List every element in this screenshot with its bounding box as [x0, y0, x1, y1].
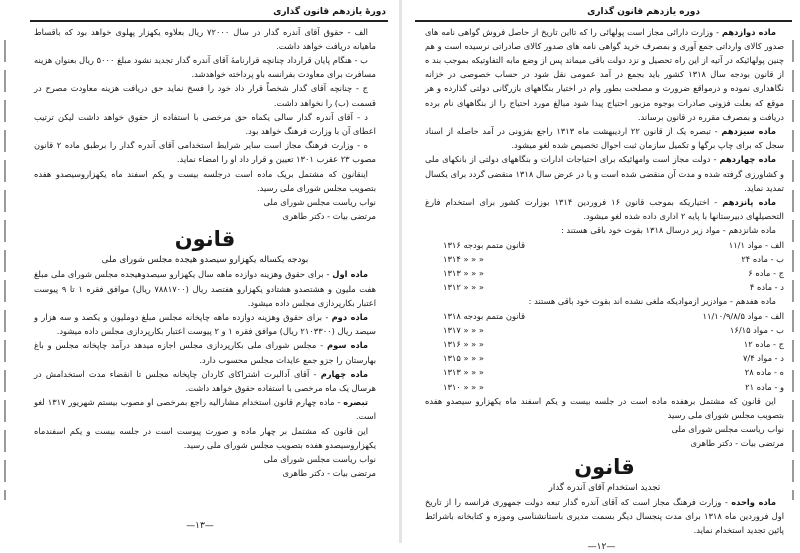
clause-b: ب - هنگام پایان قرارداد چنانچه قرارنامهٔ آقای آندره گدار تجدید نشود مبلغ ۵۰۰۰ ریال بعنوان هزینه مسافرت برای معاودت بفرانسه باو پرداخته خواهدشد. — [34, 54, 376, 80]
table-law: « « « ۱۳۱۲ — [443, 282, 484, 293]
signature-block — [495, 422, 784, 450]
note-label: تبصره — [343, 397, 368, 408]
signature-title: نواب ریاست مجلس شورای ملی — [671, 424, 784, 435]
table-law: « « « ۱۳۱۵ — [443, 353, 484, 364]
note — [34, 395, 376, 423]
article-label: ماده دوم — [331, 311, 369, 322]
law-subtitle: تجدید استخدام آقای آندره گدار — [548, 482, 661, 493]
article-text: - دولت مجاز است وامهائیکه برای احتیاجات ادارات و بنگاههای دولتی از بانکهای ملی و کشاورزی گرفته شده و مدت آن منقضی شده است و یا در عرض سال ۱۳۱۸ منقضی گردد برای یکسال تمدید نماید. — [425, 154, 784, 193]
page-number: —۱۲— — [587, 542, 616, 553]
article-1 — [34, 267, 376, 310]
signature-names: مرتضی بیات - دکتر طاهری — [282, 468, 376, 479]
table-item: ب - ماده ۲۴ — [741, 253, 784, 264]
article-13 — [425, 124, 784, 152]
article-text: - مجلس شورای ملی بکارپردازی مجلس اجازه میدهد درآمد چاپخانه مجلس و باغ بهارستان را جزو جمع عایدات مجلس محسوب دارد. — [34, 340, 376, 365]
article-label: ماده چهاردهم — [719, 154, 776, 165]
table-item: ج - ماده ۱۲ — [743, 338, 784, 349]
header-rule — [415, 20, 792, 22]
article-17-table — [425, 309, 784, 394]
page-13 — [0, 0, 400, 543]
closing-statement: اینقانون که مشتمل بریک ماده است درجلسه بیست و یکم اسفند ماه یکهزاروسیصدو هفده بتصویب مجلس شورای ملی رسید. — [34, 168, 376, 193]
article-14 — [425, 152, 784, 195]
table-law: « « « ۱۳۱۷ — [443, 324, 484, 335]
clause-c: ج - چنانچه آقای گدار شخصاً قرار داد خود را فسخ نماید حق دریافت هزینه معاودت مصرح در قسمت (ب) را نخواهد داشت. — [34, 83, 376, 108]
article-label: ماده سوم — [327, 340, 368, 351]
article-text: - تبصره یک از قانون ۲۲ اردیبهشت ماه ۱۳۱۳ راجع بفزونی در آمد حاصله از اسناد سجل که برای چاپ برگها و تکمیل سازمان ثبت احوال تخصیص شده لغو میشود. — [425, 125, 784, 151]
table-item: ه - ماده ۲۸ — [744, 367, 784, 378]
page-12 — [403, 0, 800, 553]
running-head: دورهٔ یازدهم قانون گذاری — [273, 7, 386, 17]
article-label: ماده سیزدهم — [721, 125, 776, 136]
article-12 — [425, 25, 784, 124]
article-text: - اختیاریکه بموجب قانون ۱۶ فروردین ۱۳۱۴ بوزارت کشور برای استخدام فارغ التحصیلهای دبیرستانها با پایه ۲ اداری داده شده لغو میشود. — [425, 196, 784, 222]
page-body — [34, 25, 376, 481]
signature-block — [104, 452, 376, 480]
article-16-table — [425, 238, 784, 295]
law-title: قانون — [174, 227, 236, 252]
article-label: ماده دوازدهم — [721, 26, 776, 37]
table-law: قانون متمم بودجه ۱۳۱۸ — [443, 310, 526, 321]
article-label: ماده واحده — [731, 496, 776, 507]
table-item: ب - مواد ۱۶/۱۵ — [729, 324, 784, 335]
clause-a: الف - حقوق آقای آندره گدار در سال ۷۲۰۰۰ ریال بعلاوه یکهزار پهلوی خواهد بود که باقساط ماهیانه دریافت خواهد داشت. — [34, 26, 376, 51]
article-16: ماده شانزدهم - مواد زیر درسال ۱۳۱۸ بقوت خود باقی هستند : — [560, 225, 776, 236]
table-law: « « « ۱۳۱۴ — [443, 253, 484, 264]
signature-block — [104, 195, 376, 223]
article-label: ماده اول — [332, 269, 369, 280]
sole-article — [425, 495, 784, 538]
signature-names: مرتضی بیات - دکتر طاهری — [690, 438, 784, 449]
table-item: و - ماده ۲۱ — [745, 381, 784, 392]
article-text: - آقای آدالبرت اشتراکای کاردان چاپخانه مجلس تا انقضاء مدت استخدامش در هرسال یک ماه مرخصی با استفاده حقوق خواهد داشت. — [34, 368, 376, 393]
table-law: قانون متمم بودجه ۱۳۱۶ — [443, 239, 526, 250]
article-label: ماده چهارم — [320, 368, 368, 379]
page-number: —۱۳— — [186, 521, 214, 532]
closing-statement: این قانون که مشتمل برهفده ماده است در جلسه بیست و یکم اسفند ماه یکهزارو سیصدو هفده بتصویب مجلس شورای ملی رسید — [425, 395, 784, 420]
law-title: قانون — [574, 454, 635, 479]
table-law: « « « ۱۳۱۰ — [443, 381, 484, 392]
clause-e: ه - وزارت فرهنگ مجاز است سایر شرایط استخدامی آقای آندره گدار را برطبق ماده ۲ قانون مصوب ۲۳ عقرب ۱۳۰۱ تعیین و قرار داد او را امضاء نماید. — [34, 140, 376, 165]
article-4 — [34, 367, 376, 395]
table-item: ج - ماده ۶ — [748, 267, 784, 278]
closing-statement: این قانون که مشتمل بر چهار ماده و صورت پیوست است در جلسه بیست و یکم اسفندماه یکهزاروسیصدو هفده بتصویب مجلس شورای ملی رسید. — [34, 425, 376, 450]
clause-d: د - آقای آندره گدار سالی یکماه حق مرخصی با استفاده از حقوق خواهد داشت لیکن ترتیب اعطای آن با وزارت فرهنگ خواهد بود. — [34, 111, 376, 136]
article-text: - برای حقوق وهزینه دوازده ماهه چاپخانه مجلس مبلغ دوملیون و یکصد و سه هزار و سیصد ریال (۲۱۰۳۳۰۰ ریال) موافق فقره ۱ و ۲ پیوست اعتبار بکارپردازی مجلس داده میشود. — [34, 311, 376, 337]
article-label: ماده پانزدهم — [722, 196, 776, 207]
table-item: الف - مواد ۱۱/۱۰/۹/۸/۵ — [702, 310, 784, 321]
article-text: - برای حقوق وهزینه دوازده ماهه سال یکهزارو سیصدوهیجده مجلس شورای ملی مبلغ هفت ملیون و هشتصدو هشتادو یکهزارو هفتصد ریال (۷۸۸۱۷۰۰ ریال) موافق فقره ۱ تا ۹ پیوست اعتبار بکارپردازی مجلس داده میشود. — [34, 269, 376, 308]
law-subtitle: بودجه یکساله یکهزارو سیصدو هیجده مجلس شورای ملی — [101, 255, 309, 266]
table-item: د - ماده ۴ — [749, 282, 784, 293]
article-15 — [425, 195, 784, 223]
table-law: « « « ۱۳۱۳ — [443, 367, 484, 378]
table-law: « « « ۱۳۱۶ — [443, 338, 484, 349]
page-body — [425, 25, 784, 538]
signature-title: نواب ریاست مجلس شورای ملی — [263, 196, 376, 207]
header-rule — [30, 20, 388, 22]
article-3 — [34, 338, 376, 366]
article-text: - وزارت دارائی مجاز است پولهائی را که تااین تاریخ از حاصل فروش گواهی نامه های صدور کالای وارداتی جمع آوری و بمصرف خرید گواهی نامه های صدور کالای صادراتی نرسیده است و هم چنین پولهائیکه در آتیه از این راه تحصیل و نزد دولت باقی میماند پس از وضع مابه التفاوتیکه بموجب بند ه از قانون بودجه سال ۱۳۱۸ کشور باید بجمع در آمد عمومی نقل شود در حساب خصوصی در خزانه نگاهداری نموده و درمواقع ضرورت و مصلحت بطور وام در اختیار بنگاههای بازرگانی دولتی گذارده و هر موقع که بعلت فزونی صادرات بوجوه مزبور احتیاج پیدا شود مبالغ مورد احتیاج را از بنگاههای نام برده دریافت و بمصرف مقرره در قانون برساند. — [425, 26, 785, 122]
table-law: « « « ۱۳۱۳ — [443, 267, 484, 278]
signature-names: مرتضی بیات - دکتر طاهری — [282, 211, 376, 222]
article-2 — [34, 310, 376, 338]
note-text: - ماده چهارم قانون استخدام مشارالیه راجع بمرخصی او مصوب بیستم شهریور ۱۳۱۷ لغو است. — [34, 397, 376, 422]
article-17: ماده هفدهم - موادزیر ازموادیکه ملغی نشده اند بقوت خود باقی هستند : — [528, 296, 776, 307]
table-item: الف - مواد ۱۱/۱ — [728, 239, 784, 250]
signature-title: نواب ریاست مجلس شورای ملی — [263, 453, 376, 464]
running-head: دوره یازدهم قانون گذاری — [587, 7, 700, 17]
table-item: د - مواد ۷/۴ — [742, 353, 784, 364]
article-text: - وزارت فرهنگ مجاز است که آقای آندره گدار تبعه دولت جمهوری فرانسه را از تاریخ اول فروردین ماه ۱۳۱۸ برای مدت پنجسال دیگر بسمت مدیری باستانشناسی وموزه و کتابخانه باشرائط پائین تجدید استخدام نماید. — [425, 496, 784, 535]
